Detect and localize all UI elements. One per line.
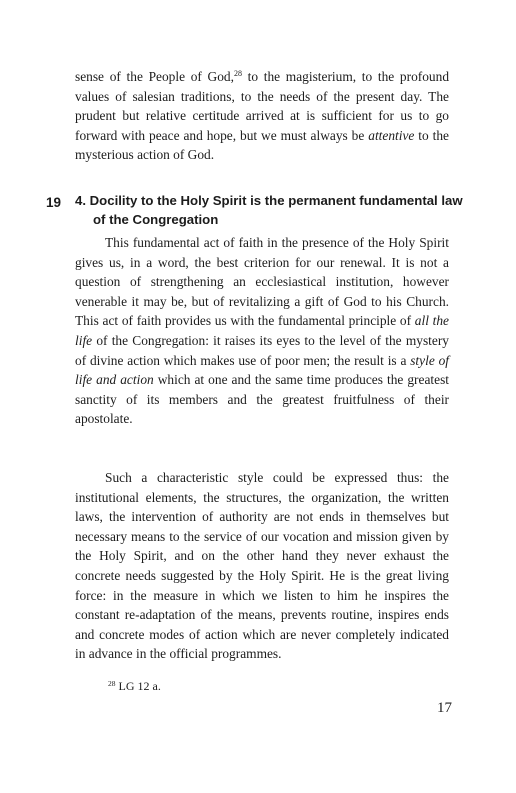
paragraph-continued	[75, 67, 449, 165]
margin-section-number: 19	[46, 195, 62, 210]
footnote-reference: 28	[233, 69, 242, 78]
paragraph-text: which at one and the same time produces the greatest sanctity of its members and the greatest fruitfulness of their apostolate.	[75, 372, 450, 427]
paragraph-style: Such a characteristic style could be expressed thus: the institutional elements, the structures, the organization, the written laws, the intervention of authority are not ends in themselves but necessary means to the service of our vocation and mission given by the Holy Spirit, and on the other hand they never exhaust the concrete needs suggested by the Holy Spirit. He is the great living force: in the measure in which we listen to him he inspires the constant re-adaptation of the means, prevents routine, inspires ends and concrete modes of action which are never completely indicated in advance in the official programmes.	[75, 470, 449, 662]
section-heading: 4. Docility to the Holy Spirit is the permanent fundamental law of the Congregation	[75, 193, 463, 227]
paragraph-text: to the mysterious action of God.	[75, 127, 449, 163]
paragraph-text: This fundamental act of faith in the presence of the Holy Spirit gives us, in a word, the best criterion for our renewal. It is not a question of strengthening an ecclesiastical institution, however venerable it may be, but of revitalizing a gift of God to his Church. This act of faith provides us with the fundamental principle of	[75, 235, 449, 329]
emphasis-text: style of life and action	[75, 352, 449, 388]
paragraph-faith	[75, 233, 449, 429]
emphasis-text: all the life	[75, 313, 450, 348]
page-number: 17	[437, 700, 452, 716]
paragraph-text: sense of the People of God,	[75, 69, 234, 84]
paragraph-text: of the Congregation: it raises its eyes to the level of the mystery of divine action which makes use of poor men; the result is a	[75, 332, 449, 368]
footnote	[108, 679, 161, 694]
paragraph-text: to the magisterium, to the profound values of salesian traditions, to the needs of the present day. The prudent but relative certitude arrived at is sufficient for us to go forward with peace and hope, but we must always be	[75, 69, 450, 143]
footnote-text: LG 12 a.	[115, 679, 161, 693]
footnote-mark: 28	[108, 679, 116, 688]
emphasis-text: attentive	[368, 127, 415, 143]
